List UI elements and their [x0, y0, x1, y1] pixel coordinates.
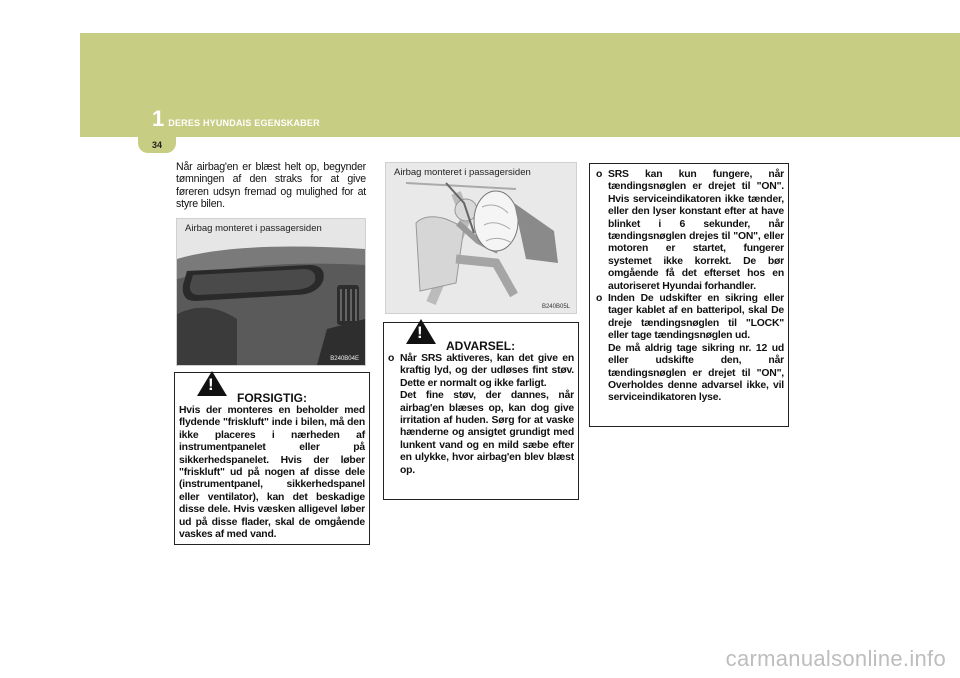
dashboard-illustration [177, 219, 365, 365]
warning-list [384, 353, 578, 477]
srs-info-box [589, 163, 789, 427]
warning-text-continued: Det fine støv, der dannes, når airbag'en blæses op, kan dog give irritation af huden. Sørg for at vaske hænderne og ansigtet grundigt med lunkent vand og en mild sæbe efter en ulykke, hvor airbag'en blev blæst op. [400, 390, 574, 476]
fuse-text: Inden De udskifter en sikring eller tager kablet af en batteripol, skal De dreje tændingsnøglen til "LOCK" eller tage tændingsnøglen ud. [608, 293, 784, 342]
list-item [596, 169, 784, 293]
caution-header [175, 373, 369, 405]
figure-dashboard-airbag [176, 218, 366, 366]
warning-box [383, 322, 579, 500]
bullet: o [596, 293, 603, 305]
figure-passenger-airbag [385, 162, 577, 314]
srs-info-list [590, 164, 788, 405]
srs-text: SRS kan kun fungere, når tændingsnøglen er drejet til "ON". Hvis serviceindikatoren ikke tænder, eller den lyser konstant efter at have blinket i 6 sekunder, når tændingsnøglen drejes til "ON", eller motoren er startet, fungerer systemet ikke korrekt. De bør omgående få det efterset hos en autoriseret Hyundai forhandler. [608, 169, 784, 292]
caution-title: FORSIGTIG: [237, 391, 307, 405]
warning-header [384, 323, 578, 353]
warning-title: ADVARSEL: [446, 339, 516, 353]
list-item [596, 293, 784, 405]
fuse-text-continued: De må aldrig tage sikring nr. 12 ud eller udskifte den, når tændingsnøglen er drejet til "ON", Overholdes denne advarsel ikke, vil serviceindikatoren lyse. [608, 342, 784, 404]
caution-text: Hvis der monteres en beholder med flydende "friskluft" inde i bilen, må den ikke placeres i nærheden af instrumentpanelet eller på sikkerhedspanelet. Hvis der løber "friskluft" ud på nogen af disse dele (instrumentpanel, sikkerhedspanel eller ventilator), kan det beskadige disse dele. Hvis væsken alligevel løber ud på disse flader, skal de omgående vaskes af med vand. [179, 405, 365, 541]
figure-caption: Airbag monteret i passagersiden [185, 223, 322, 234]
chapter-heading [152, 108, 320, 130]
warning-icon: ! [406, 319, 436, 344]
warning-text: Når SRS aktiveres, kan det give en kraftig lyd, og der udløses fint støv. Dette er normalt og ikke farligt. [400, 353, 574, 389]
chapter-title: DERES HYUNDAIS EGENSKABER [168, 118, 320, 128]
bullet: o [388, 353, 395, 364]
page-number: 34 [152, 140, 163, 150]
caution-box [174, 372, 370, 545]
caution-icon: ! [197, 371, 227, 396]
watermark: carmanualsonline.info [725, 646, 946, 671]
passenger-airbag-illustration [386, 163, 576, 313]
bullet: o [596, 169, 603, 180]
list-item [388, 353, 574, 477]
intro-paragraph: Når airbag'en er blæst helt op, begynder tømningen af den straks for at give føreren udsyn fremad og mulighed for at styre bilen. [176, 161, 366, 211]
chapter-number: 1 [152, 106, 165, 131]
figure-code: B240B05L [541, 304, 570, 310]
figure-code: B240B04E [330, 356, 359, 362]
figure-caption: Airbag monteret i passagersiden [394, 167, 531, 178]
